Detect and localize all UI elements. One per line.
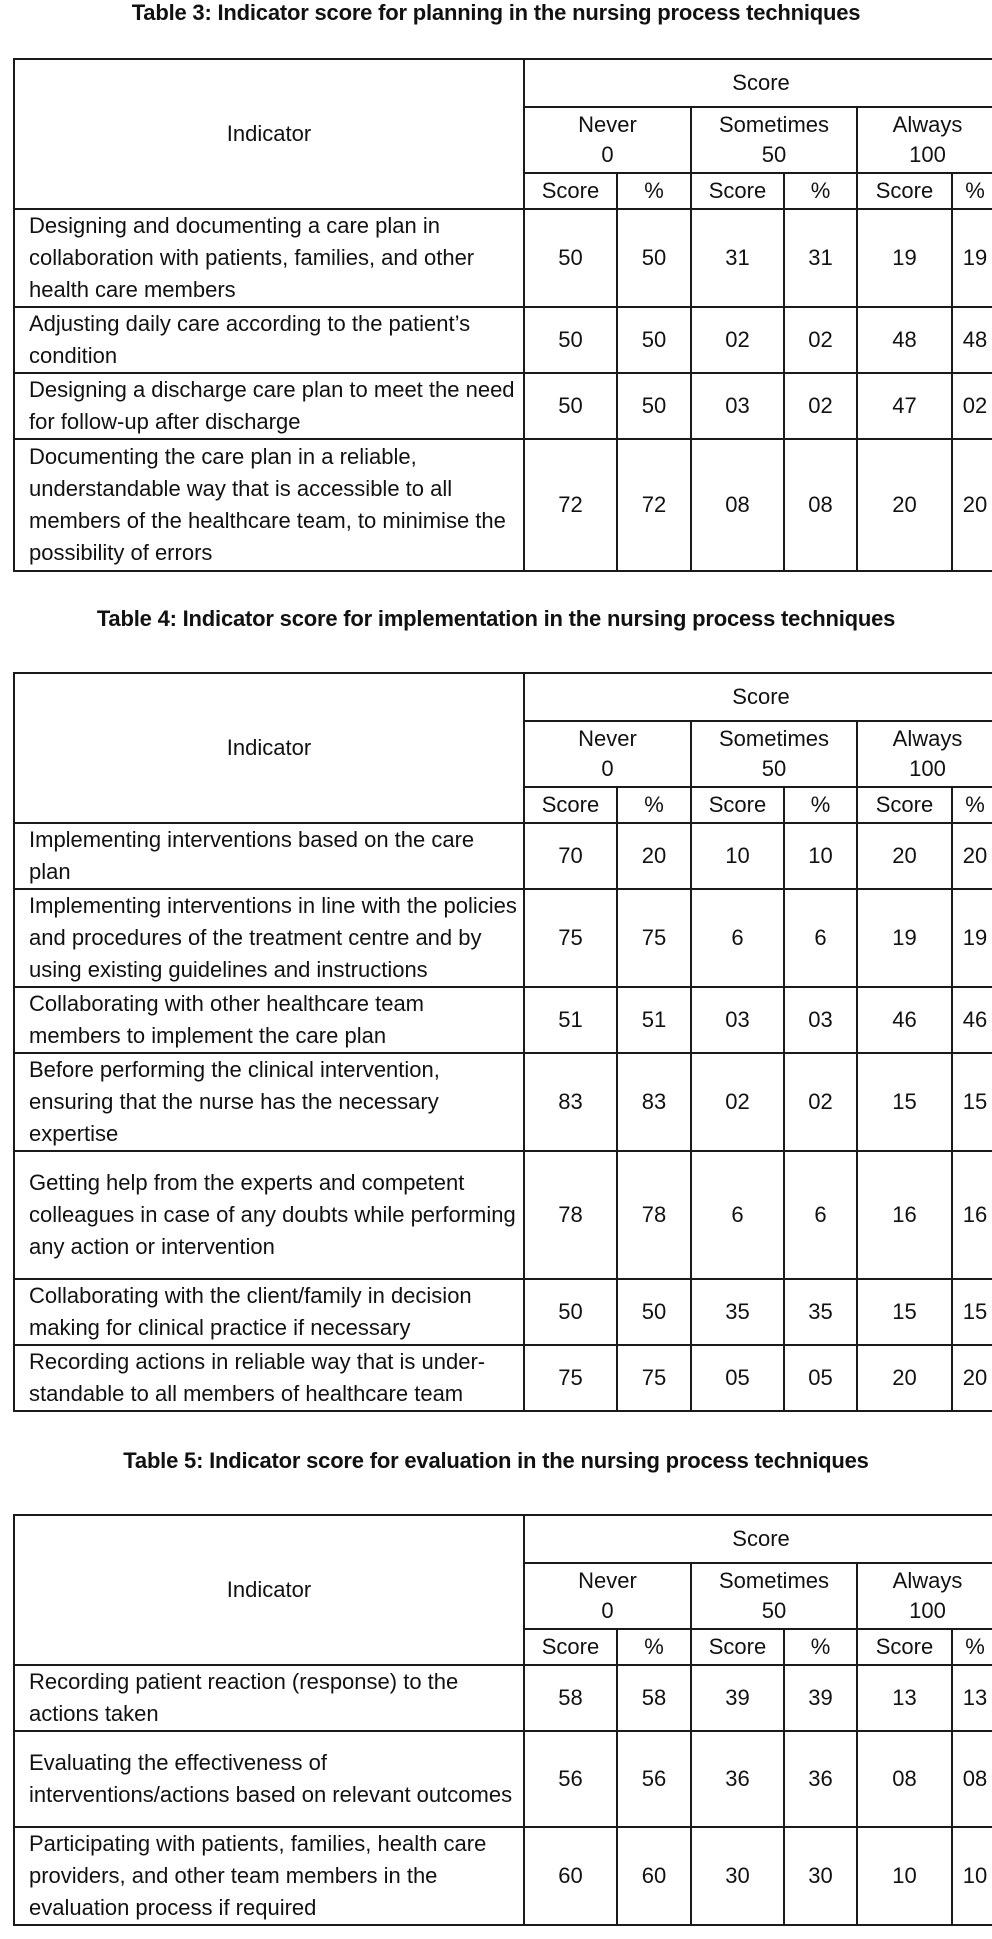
percent-cell: 46 (952, 987, 992, 1053)
score-cell: 51 (524, 987, 617, 1053)
indicator-cell: Implementing interventions based on the care plan (14, 823, 524, 889)
percent-cell: 50 (617, 1279, 691, 1345)
percent-cell: 6 (784, 1151, 857, 1279)
category-label: Always (892, 726, 963, 751)
table-row (14, 1279, 992, 1345)
table-row (14, 987, 992, 1053)
percent-cell: 72 (617, 439, 691, 571)
score-cell: 13 (857, 1665, 952, 1731)
percent-cell: 36 (784, 1731, 857, 1827)
table-caption: Table 5: Indicator score for evaluation in the nursing process techniques (123, 1448, 869, 1473)
category-label: Always (892, 112, 963, 137)
score-cell: 56 (524, 1731, 617, 1827)
score-cell: 39 (691, 1665, 784, 1731)
percent-cell: 75 (617, 889, 691, 987)
category-label: Sometimes (718, 1568, 830, 1593)
percent-cell: 78 (617, 1151, 691, 1279)
category-header (524, 107, 691, 173)
header-row (14, 673, 992, 721)
percent-cell: 02 (952, 373, 992, 439)
score-subheader: Score (691, 173, 784, 209)
percent-cell: 60 (617, 1827, 691, 1925)
score-cell: 50 (524, 1279, 617, 1345)
percent-cell: 08 (784, 439, 857, 571)
table-row (14, 1053, 992, 1151)
table-row (14, 889, 992, 987)
table-row (14, 439, 992, 571)
category-value: 0 (601, 142, 614, 167)
category-label: Never (578, 1568, 637, 1593)
percent-cell: 15 (952, 1279, 992, 1345)
score-cell: 10 (691, 823, 784, 889)
percent-cell: 30 (784, 1827, 857, 1925)
category-header (691, 1563, 857, 1629)
category-label: Sometimes (718, 726, 830, 751)
score-group-header: Score (524, 59, 992, 107)
category-value: 100 (909, 756, 946, 781)
category-header (857, 107, 992, 173)
score-cell: 83 (524, 1053, 617, 1151)
percent-cell: 10 (784, 823, 857, 889)
score-subheader: Score (524, 1629, 617, 1665)
percent-cell: 20 (952, 439, 992, 571)
category-value: 50 (761, 756, 787, 781)
score-cell: 50 (524, 307, 617, 373)
category-value: 0 (601, 756, 614, 781)
category-value: 0 (601, 1598, 614, 1623)
category-header (691, 107, 857, 173)
table-row (14, 1731, 992, 1827)
score-cell: 20 (857, 439, 952, 571)
score-cell: 48 (857, 307, 952, 373)
score-cell: 6 (691, 1151, 784, 1279)
score-cell: 16 (857, 1151, 952, 1279)
indicator-cell: Collaborating with other healthcare team members to implement the care plan (14, 987, 524, 1053)
score-cell: 35 (691, 1279, 784, 1345)
score-cell: 60 (524, 1827, 617, 1925)
percent-cell: 19 (952, 209, 992, 307)
category-header (691, 721, 857, 787)
table-row (14, 823, 992, 889)
percent-cell: 56 (617, 1731, 691, 1827)
score-cell: 70 (524, 823, 617, 889)
percent-subheader: % (617, 173, 691, 209)
table-row (14, 373, 992, 439)
table-row (14, 209, 992, 307)
category-label: Always (892, 1568, 963, 1593)
indicator-score-table (13, 1514, 992, 1926)
percent-cell: 39 (784, 1665, 857, 1731)
score-cell: 02 (691, 1053, 784, 1151)
table-row (14, 1151, 992, 1279)
indicator-cell: Recording patient reaction (response) to the actions taken (14, 1665, 524, 1731)
score-group-header: Score (524, 1515, 992, 1563)
table-caption: Table 3: Indicator score for planning in the nursing process techniques (131, 0, 861, 25)
percent-cell: 03 (784, 987, 857, 1053)
score-cell: 20 (857, 1345, 952, 1411)
percent-cell: 02 (784, 1053, 857, 1151)
score-cell: 08 (691, 439, 784, 571)
percent-cell: 05 (784, 1345, 857, 1411)
table-row (14, 307, 992, 373)
score-cell: 08 (857, 1731, 952, 1827)
percent-subheader: % (952, 787, 992, 823)
score-cell: 03 (691, 373, 784, 439)
score-cell: 50 (524, 373, 617, 439)
score-cell: 75 (524, 1345, 617, 1411)
percent-cell: 16 (952, 1151, 992, 1279)
score-cell: 10 (857, 1827, 952, 1925)
percent-subheader: % (952, 1629, 992, 1665)
score-cell: 75 (524, 889, 617, 987)
score-subheader: Score (857, 787, 952, 823)
percent-cell: 02 (784, 373, 857, 439)
score-cell: 15 (857, 1279, 952, 1345)
indicator-cell: Designing and documenting a care plan in collaboration with patients, families, and other health care members (14, 209, 524, 307)
score-cell: 46 (857, 987, 952, 1053)
score-cell: 19 (857, 889, 952, 987)
indicator-column-header: Indicator (14, 59, 524, 209)
indicator-cell: Implementing interventions in line with the policies and procedures of the treatment centre and by using existing guidelines and instructions (14, 889, 524, 987)
score-cell: 19 (857, 209, 952, 307)
table-row (14, 1665, 992, 1731)
indicator-cell: Designing a discharge care plan to meet the need for follow-up after discharge (14, 373, 524, 439)
percent-subheader: % (617, 787, 691, 823)
percent-cell: 08 (952, 1731, 992, 1827)
category-header (857, 1563, 992, 1629)
percent-cell: 20 (952, 1345, 992, 1411)
percent-subheader: % (784, 1629, 857, 1665)
percent-cell: 19 (952, 889, 992, 987)
score-subheader: Score (524, 173, 617, 209)
category-header (524, 1563, 691, 1629)
category-value: 50 (761, 142, 787, 167)
percent-cell: 50 (617, 373, 691, 439)
score-cell: 05 (691, 1345, 784, 1411)
percent-subheader: % (784, 173, 857, 209)
percent-cell: 58 (617, 1665, 691, 1731)
score-cell: 20 (857, 823, 952, 889)
percent-cell: 35 (784, 1279, 857, 1345)
score-subheader: Score (524, 787, 617, 823)
percent-cell: 48 (952, 307, 992, 373)
percent-cell: 20 (617, 823, 691, 889)
percent-subheader: % (952, 173, 992, 209)
percent-cell: 20 (952, 823, 992, 889)
percent-subheader: % (617, 1629, 691, 1665)
score-subheader: Score (857, 1629, 952, 1665)
percent-cell: 15 (952, 1053, 992, 1151)
percent-cell: 50 (617, 307, 691, 373)
category-value: 100 (909, 1598, 946, 1623)
score-group-header: Score (524, 673, 992, 721)
score-cell: 50 (524, 209, 617, 307)
indicator-cell: Collaborating with the client/family in decision making for clinical practice if necessary (14, 1279, 524, 1345)
score-cell: 6 (691, 889, 784, 987)
percent-cell: 31 (784, 209, 857, 307)
percent-cell: 6 (784, 889, 857, 987)
category-header (524, 721, 691, 787)
score-cell: 78 (524, 1151, 617, 1279)
category-header (857, 721, 992, 787)
score-cell: 58 (524, 1665, 617, 1731)
header-row (14, 1515, 992, 1563)
score-subheader: Score (691, 787, 784, 823)
score-cell: 47 (857, 373, 952, 439)
indicator-column-header: Indicator (14, 1515, 524, 1665)
indicator-cell: Participating with patients, families, health care providers, and other team members in the evaluation process if required (14, 1827, 524, 1925)
score-cell: 03 (691, 987, 784, 1053)
indicator-column-header: Indicator (14, 673, 524, 823)
table-row (14, 1345, 992, 1411)
indicator-cell: Adjusting daily care according to the patient’s condition (14, 307, 524, 373)
table-row (14, 1827, 992, 1925)
score-subheader: Score (857, 173, 952, 209)
score-cell: 72 (524, 439, 617, 571)
percent-cell: 75 (617, 1345, 691, 1411)
table-caption: Table 4: Indicator score for implementation in the nursing process techniques (96, 606, 896, 631)
percent-subheader: % (784, 787, 857, 823)
indicator-score-table (13, 672, 992, 1412)
percent-cell: 51 (617, 987, 691, 1053)
indicator-cell: Getting help from the experts and competent colleagues in case of any doubts while performing any action or intervention (14, 1151, 524, 1279)
percent-cell: 83 (617, 1053, 691, 1151)
percent-cell: 02 (784, 307, 857, 373)
category-label: Never (578, 112, 637, 137)
percent-cell: 10 (952, 1827, 992, 1925)
score-cell: 02 (691, 307, 784, 373)
score-cell: 15 (857, 1053, 952, 1151)
category-label: Never (578, 726, 637, 751)
score-cell: 30 (691, 1827, 784, 1925)
percent-cell: 13 (952, 1665, 992, 1731)
score-subheader: Score (691, 1629, 784, 1665)
score-cell: 36 (691, 1731, 784, 1827)
category-label: Sometimes (718, 112, 830, 137)
indicator-cell: Documenting the care plan in a reliable, understandable way that is accessible to all members of the healthcare team, to minimise the possibility of errors (14, 439, 524, 571)
percent-cell: 50 (617, 209, 691, 307)
category-value: 100 (909, 142, 946, 167)
score-cell: 31 (691, 209, 784, 307)
indicator-cell: Before performing the clinical intervention, ensuring that the nurse has the necessary expertise (14, 1053, 524, 1151)
header-row (14, 59, 992, 107)
indicator-score-table (13, 58, 992, 572)
indicator-cell: Recording actions in reliable way that is under-standable to all members of healthcare team (14, 1345, 524, 1411)
indicator-cell: Evaluating the effectiveness of interventions/actions based on relevant outcomes (14, 1731, 524, 1827)
category-value: 50 (761, 1598, 787, 1623)
